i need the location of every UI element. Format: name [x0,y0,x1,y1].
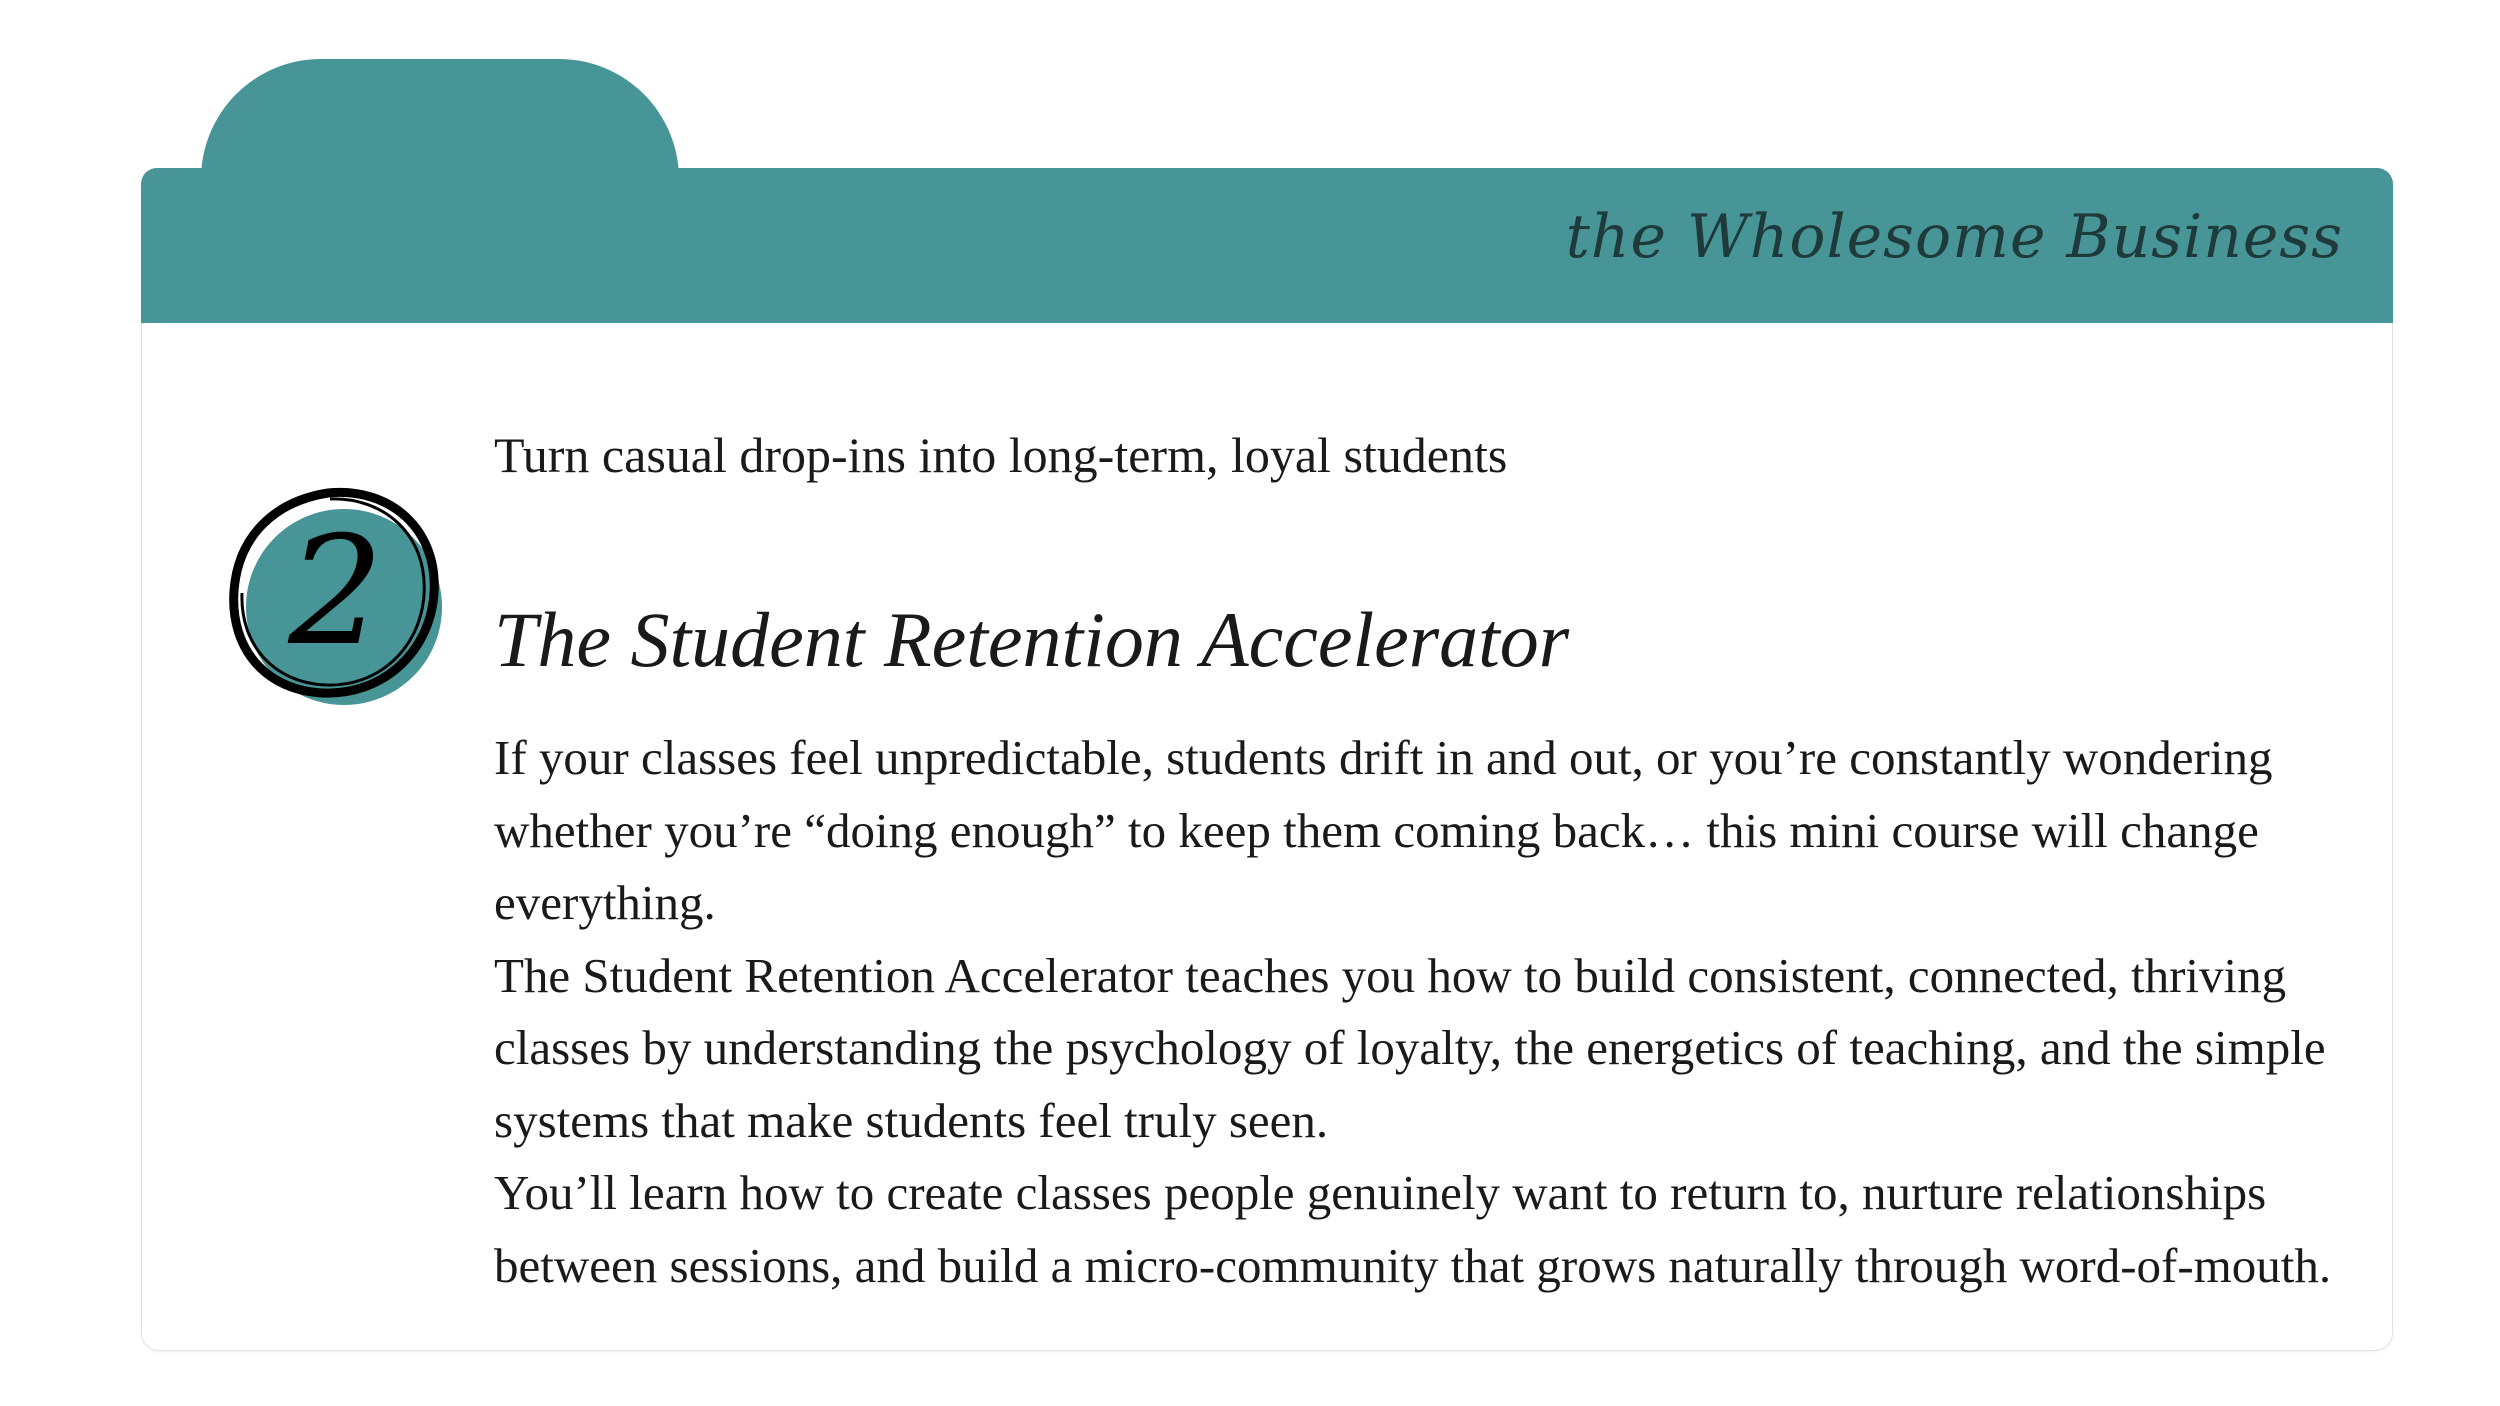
module-number: 2 [288,505,384,679]
description-paragraph: If your classes feel unpredictable, students drift in and out, or you’re constantly wondering whether you’re “doing enough” to keep them coming back… this mini course will change everything. [494,730,2273,930]
brand-signature: the Wholesome Business [1565,202,2343,272]
module-tagline: Turn casual drop-ins into long-term, loyal students [494,427,1508,483]
module-number-badge [224,483,448,707]
description-paragraph: You’ll learn how to create classes people genuinely want to return to, nurture relationships between sessions, and build a micro-community that grows naturally through word-of-mouth. [494,1165,2332,1293]
course-title: The Student Retention Accelerator [494,596,1570,683]
description-paragraph: The Student Retention Accelerator teaches you how to build consistent, connected, thriving classes by understanding the psychology of loyalty, the energetics of teaching, and the simple systems that make students feel truly seen. [494,947,2326,1148]
course-description [494,722,2414,1302]
header-band [141,168,2393,323]
number-badge-graphic [224,483,448,707]
